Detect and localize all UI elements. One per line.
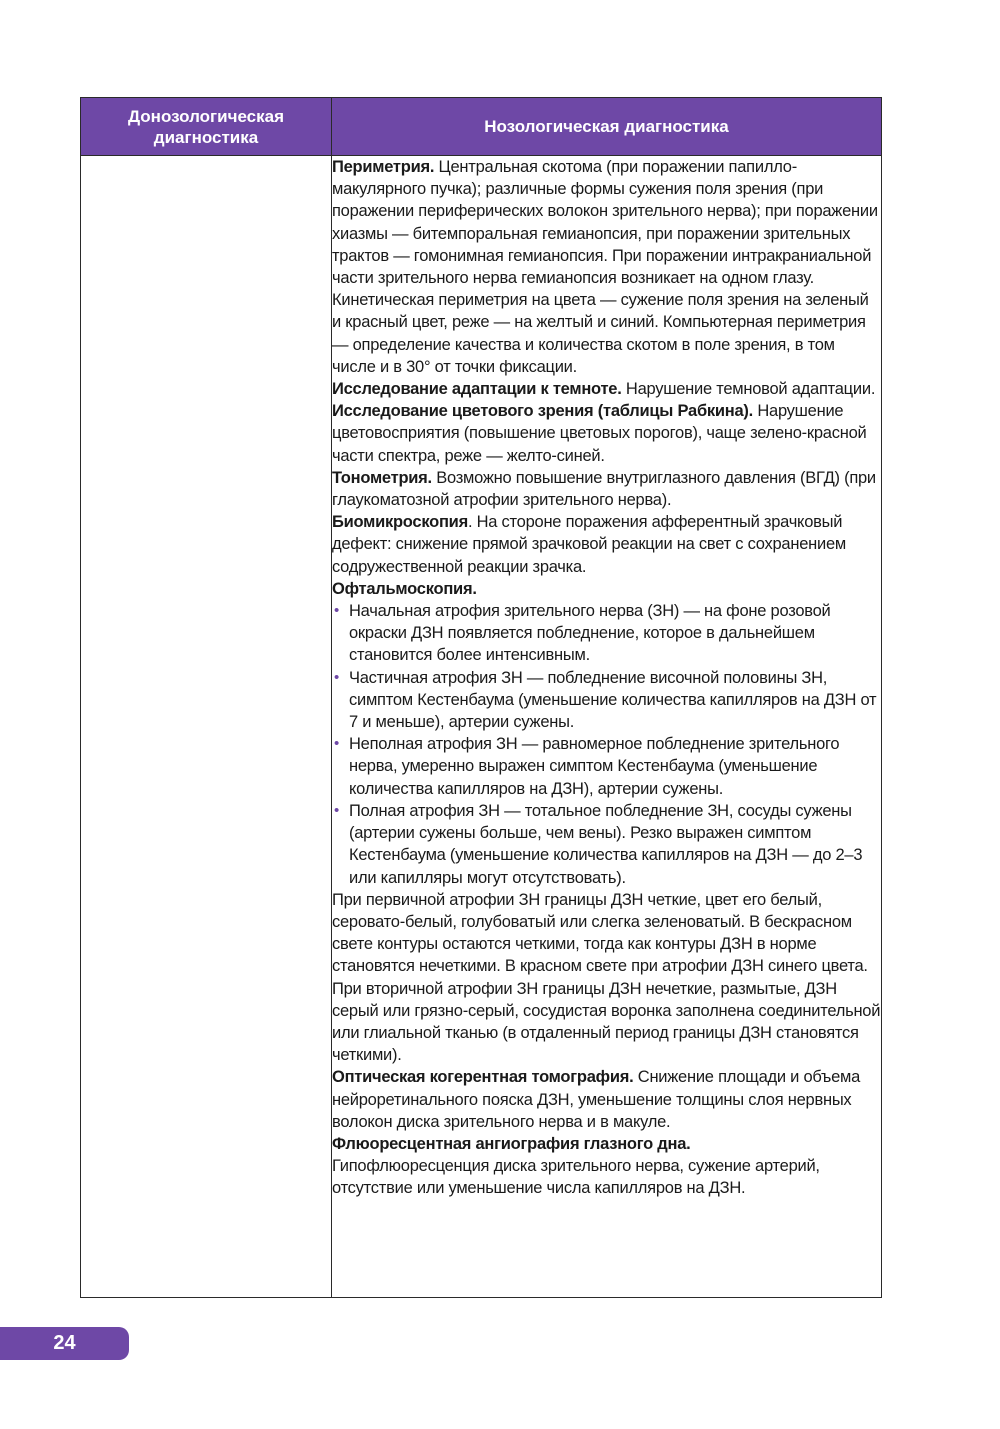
dark-adaptation-text: Нарушение темновой адаптации.	[621, 380, 876, 399]
dark-adaptation-title: Исследование адаптации к темноте.	[332, 380, 622, 399]
table-header-row	[81, 98, 882, 156]
biomicroscopy-paragraph	[332, 511, 881, 578]
tonometry-title: Тонометрия.	[332, 468, 432, 487]
dark-adaptation-paragraph	[332, 378, 881, 400]
fluorescein-text: Гипофлюоресценция диска зрительного нерва, сужение артерий, отсутствие или уменьшение числа капилляров на ДЗН.	[332, 1157, 820, 1198]
list-item: • Неполная атрофия ЗН — равномерное побледнение зрительного нерва, умеренно выражен симптом Кестенбаума (уменьшение количества капилляров на ДЗН), артерии сужены.	[334, 735, 840, 798]
fluorescein-title: Флюоресцентная ангиография глазного дна.	[332, 1134, 691, 1153]
header-prenosological: Донозологическая диагностика	[81, 98, 332, 156]
oct-title: Оптическая когерентная томография.	[332, 1068, 634, 1087]
perimetry-paragraph	[332, 156, 881, 378]
atrophy-description: При первичной атрофии ЗН границы ДЗН четкие, цвет его белый, серовато-белый, голубоватый или слегка зеленоватый. В бескрасном свете контуры остаются четкими, тогда как контуры ДЗН в норме становятся нечеткими. В красном свете при атрофии ДЗН синего цвета. При вторичной атрофии ЗН границы ДЗН нечеткие, размытые, ДЗН серый или грязно-серый, сосудистая воронка заполнена соединительной или глиальной тканью (в отдаленный период границы ДЗН становятся четкими).	[332, 890, 881, 1065]
bullet-icon: •	[334, 668, 340, 686]
perimetry-title: Периметрия.	[332, 158, 435, 176]
biomicroscopy-text: . На стороне поражения афферентный зрачковый дефект: снижение прямой зрачковой реакции на свет с сохранением содружественной реакции зрачка.	[332, 513, 846, 576]
prenosological-cell	[81, 156, 332, 1298]
oct-paragraph	[332, 1066, 881, 1133]
bullet-icon: •	[334, 801, 340, 819]
color-vision-title: Исследование цветового зрения (таблицы Рабкина).	[332, 402, 754, 421]
table-row	[81, 156, 882, 1298]
page-number: 24	[0, 1327, 129, 1360]
list-item: • Полная атрофия ЗН — тотальное побледнение ЗН, сосуды сужены (артерии сужены больше, чем вены). Резко выражен симптом Кестенбаума (уменьшение количества капилляров на ДЗН — до 2–3 или капилляры могут отсутствовать).	[334, 801, 863, 887]
perimetry-text: Центральная скотома (при поражении папилломакулярного пучка); различные формы сужения поля зрения (при поражении периферических волокон зрительного нерва); при поражении хиазмы — битемпоральная гемианопсия, при поражении зрительных трактов — гомонимная гемианопсия. При поражении интракраниальной части зрительного нерва гемианопсия возникает на одном глазу. Кинетическая периметрия на цвета — сужение поля зрения на зеленый и красный цвет, реже — на желтый и синий. Компьютерная периметрия — определение качества и количества скотом в поле зрения, в том числе и в 30° от точки фиксации.	[332, 158, 878, 376]
list-item: • Начальная атрофия зрительного нерва (ЗН) — на фоне розовой окраски ДЗН появляется побледнение, которое в дальнейшем становится более интенсивным.	[334, 602, 831, 665]
ophthalmoscopy-list	[332, 600, 881, 889]
color-vision-text: Нарушение цветовосприятия (повышение цветовых порогов), чаще зелено-красной части спектра, реже — желто-синей.	[332, 402, 867, 465]
bullet-icon: •	[334, 735, 340, 753]
ophthalmoscopy-title: Офтальмоскопия.	[332, 579, 477, 598]
color-vision-paragraph	[332, 400, 881, 467]
tonometry-text: Возможно повышение внутриглазного давления (ВГД) (при глаукоматозной атрофии зрительного нерва).	[332, 468, 876, 510]
bullet-icon: •	[334, 602, 340, 620]
oct-text: Снижение площади и объема нейроретинального пояска ДЗН, уменьшение толщины слоя нервных волокон диска зрительного нерва и в макуле.	[332, 1068, 861, 1131]
nosological-cell	[332, 156, 882, 1298]
diagnostics-table	[80, 97, 882, 1298]
ophthalmoscopy-heading	[332, 578, 881, 600]
header-nosological: Нозологическая диагностика	[332, 98, 882, 156]
list-item: • Частичная атрофия ЗН — побледнение височной половины ЗН, симптом Кестенбаума (уменьшение количества капилляров на ДЗН от 7 и меньше), артерии сужены.	[334, 668, 877, 732]
fluorescein-heading	[332, 1133, 881, 1155]
biomicroscopy-title: Биомикроскопия	[332, 513, 468, 532]
tonometry-paragraph	[332, 467, 881, 511]
